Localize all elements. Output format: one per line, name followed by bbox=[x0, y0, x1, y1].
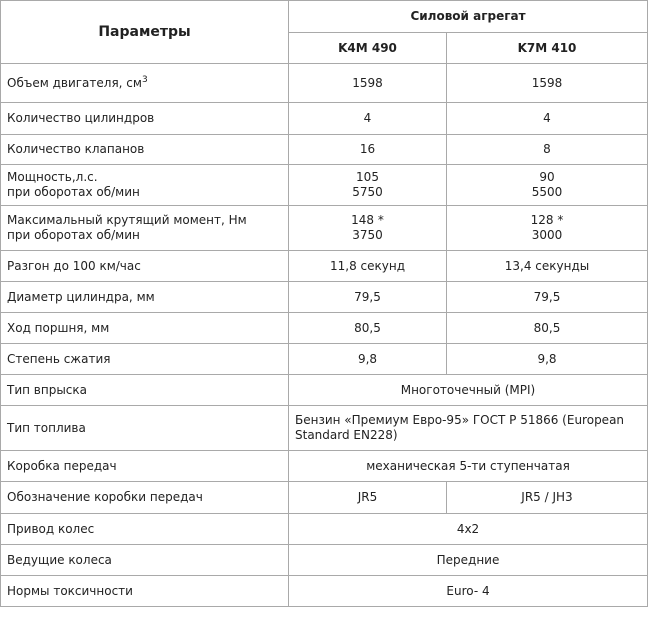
cell-k7m: 80,5 bbox=[447, 313, 648, 344]
table-row bbox=[1, 344, 648, 375]
table-row bbox=[1, 545, 648, 576]
cell-k7m: 8 bbox=[447, 135, 648, 165]
table-row bbox=[1, 514, 648, 545]
cell-k7m: 79,5 bbox=[447, 282, 648, 313]
volume-unit-sup: 3 bbox=[141, 74, 148, 85]
row-label: Тип топлива bbox=[1, 406, 289, 451]
row-label bbox=[1, 206, 289, 251]
row-label bbox=[1, 165, 289, 206]
cell-k4m bbox=[289, 206, 447, 251]
row-label: Коробка передач bbox=[1, 451, 289, 482]
group-header: Силовой агрегат bbox=[289, 1, 648, 33]
header-row bbox=[1, 1, 648, 33]
table-row bbox=[1, 165, 648, 206]
cell-k4m: 11,8 секунд bbox=[289, 251, 447, 282]
row-label: Тип впрыска bbox=[1, 375, 289, 406]
cell-merged: Многоточечный (MPI) bbox=[289, 375, 648, 406]
row-label: Привод колес bbox=[1, 514, 289, 545]
cell-k4m bbox=[289, 165, 447, 206]
torque-label-1: Максимальный крутящий момент, Нм bbox=[7, 213, 247, 227]
torque-k4m-rpm: 3750 bbox=[352, 228, 383, 242]
cell-k4m: 79,5 bbox=[289, 282, 447, 313]
model-k4m: K4M 490 bbox=[289, 33, 447, 64]
table-row bbox=[1, 451, 648, 482]
row-label bbox=[1, 64, 289, 103]
cell-k4m: 80,5 bbox=[289, 313, 447, 344]
row-label: Количество цилиндров bbox=[1, 103, 289, 135]
table-row bbox=[1, 251, 648, 282]
table-row bbox=[1, 206, 648, 251]
cell-merged: Euro- 4 bbox=[289, 576, 648, 607]
cell-k7m bbox=[447, 165, 648, 206]
power-k4m-hp: 105 bbox=[356, 170, 379, 184]
cell-k7m: 9,8 bbox=[447, 344, 648, 375]
cell-merged: Передние bbox=[289, 545, 648, 576]
cell-k4m: 4 bbox=[289, 103, 447, 135]
torque-label-2: при оборотах об/мин bbox=[7, 228, 140, 242]
cell-k4m: JR5 bbox=[289, 482, 447, 514]
table-row bbox=[1, 135, 648, 165]
cell-k4m: 9,8 bbox=[289, 344, 447, 375]
cell-k4m: 1598 bbox=[289, 64, 447, 103]
torque-k4m-nm: 148 * bbox=[351, 213, 384, 227]
cell-k7m: 4 bbox=[447, 103, 648, 135]
table-row bbox=[1, 313, 648, 344]
row-label: Ведущие колеса bbox=[1, 545, 289, 576]
cell-k4m: 16 bbox=[289, 135, 447, 165]
table-row bbox=[1, 64, 648, 103]
row-label: Количество клапанов bbox=[1, 135, 289, 165]
row-label: Разгон до 100 км/час bbox=[1, 251, 289, 282]
table-row bbox=[1, 406, 648, 451]
row-label: Ход поршня, мм bbox=[1, 313, 289, 344]
cell-k7m bbox=[447, 206, 648, 251]
table-row bbox=[1, 282, 648, 313]
cell-merged: Бензин «Премиум Евро-95» ГОСТ Р 51866 (European Standard EN228) bbox=[289, 406, 648, 451]
cell-merged: 4x2 bbox=[289, 514, 648, 545]
volume-label: Объем двигателя, см bbox=[7, 75, 142, 90]
cell-k7m: 1598 bbox=[447, 64, 648, 103]
row-label: Нормы токсичности bbox=[1, 576, 289, 607]
table-row bbox=[1, 482, 648, 514]
power-k7m-hp: 90 bbox=[539, 170, 555, 184]
power-label-1: Мощность,л.с. bbox=[7, 170, 98, 184]
row-label: Степень сжатия bbox=[1, 344, 289, 375]
torque-k7m-nm: 128 * bbox=[530, 213, 564, 227]
param-header: Параметры bbox=[1, 1, 289, 64]
row-label: Диаметр цилиндра, мм bbox=[1, 282, 289, 313]
power-label-2: при оборотах об/мин bbox=[7, 185, 140, 199]
power-k4m-rpm: 5750 bbox=[352, 185, 383, 199]
table-row bbox=[1, 375, 648, 406]
table-row bbox=[1, 103, 648, 135]
torque-k7m-rpm: 3000 bbox=[531, 228, 563, 242]
cell-k7m: JR5 / JH3 bbox=[447, 482, 648, 514]
row-label: Обозначение коробки передач bbox=[1, 482, 289, 514]
model-k7m: K7M 410 bbox=[447, 33, 648, 64]
cell-merged: механическая 5-ти ступенчатая bbox=[289, 451, 648, 482]
cell-k7m: 13,4 секунды bbox=[447, 251, 648, 282]
table-row bbox=[1, 576, 648, 607]
power-k7m-rpm: 5500 bbox=[531, 185, 563, 199]
